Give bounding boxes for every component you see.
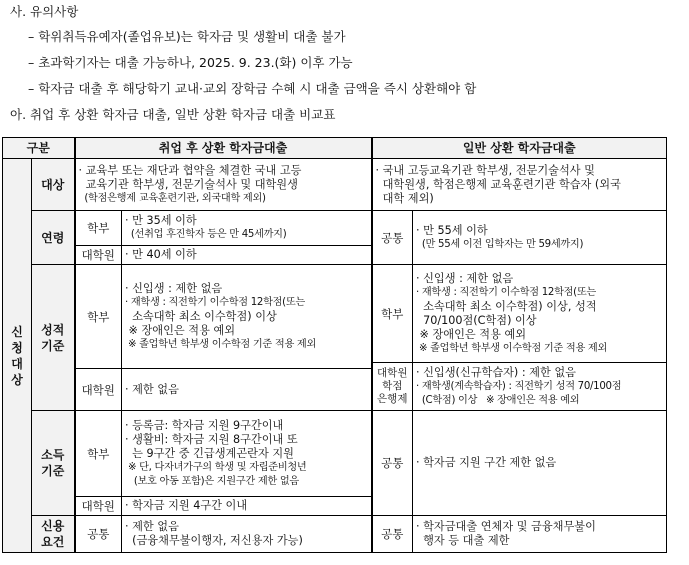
icl-age-ug-label: 학부	[75, 211, 122, 246]
icl-income-grad: · 학자금 지원 4구간 이내	[122, 497, 372, 516]
comparison-table	[2, 137, 667, 553]
icl-grade-ug: · 신입생 : 제한 없음 · 재학생 : 직전학기 이수학점 12학점(또는 소속대학 최소 이수학점) 이상 ※ 장애인은 적용 예외 ※ 졸업학년 학부생 이수학점 기준 적용 제외	[122, 265, 372, 369]
note-item: – 학자금 대출 후 해당학기 교내·교외 장학금 수혜 시 대출 금액을 즉시 상환해야 함	[28, 81, 477, 96]
general-age-label: 공통	[372, 211, 413, 265]
icl-income-ug-label: 학부	[75, 411, 122, 497]
general-grade-ug: · 신입생 : 제한 없음 · 재학생 : 직전학기 이수학점 12학점(또는 소속대학 최소 이수학점) 이상, 성적 70/100점(C학점) 이상 ※ 장애인은 적용 예외 ※ 졸업학년 학부생 이수학점 기준 적용 제외	[413, 265, 667, 363]
icl-income-grad-label: 대학원	[75, 497, 122, 516]
general-grade-ug-label: 학부	[372, 265, 413, 363]
icl-grade-grad-label: 대학원	[75, 369, 122, 411]
icl-grade-ug-label: 학부	[75, 265, 122, 369]
note-item: – 학위취득유예자(졸업유보)는 학자금 및 생활비 대출 불가	[28, 29, 346, 44]
notes-heading: 사. 유의사항	[10, 4, 79, 19]
general-income: · 학자금 지원 구간 제한 없음	[413, 411, 667, 516]
general-income-label: 공통	[372, 411, 413, 516]
row-label-grade: 성적 기준	[32, 265, 75, 411]
general-grade-grad-label: 대학원 학점 은행제	[372, 363, 413, 411]
row-label-age: 연령	[32, 211, 75, 265]
icl-income-ug: · 등록금: 학자금 지원 9구간이내 · 생활비: 학자금 지원 8구간이내 또 는 9구간 중 긴급생계곤란자 지원 ※ 단, 다자녀가구의 학생 및 자립준비청년 (보호 아동 포함)은 지원구간 제한 없음	[122, 411, 372, 497]
icl-target: · 교육부 또는 재단과 협약을 체결한 국내 고등 교육기관 학부생, 전문기술석사 및 대학원생 (학점은행제 교육훈련기관, 외국대학 제외)	[75, 159, 372, 211]
row-label-credit: 신용 요건	[32, 516, 75, 553]
general-age: · 만 55세 이하 (만 55세 이전 입학자는 만 59세까지)	[413, 211, 667, 265]
header-general: 일반 상환 학자금대출	[372, 138, 667, 159]
row-label-target: 대상	[32, 159, 75, 211]
icl-grade-grad: · 제한 없음	[122, 369, 372, 411]
general-target: · 국내 고등교육기관 학부생, 전문기술석사 및 대학원생, 학점은행제 교육훈련기관 학습자 (외국 대학 제외)	[372, 159, 667, 211]
icl-age-ug: · 만 35세 이하 (선취업 후진학자 등은 만 45세까지)	[122, 211, 372, 246]
general-grade-grad: · 신입생(신규학습자) : 제한 없음 · 재학생(계속학습자) : 직전학기 성적 70/100점 (C학점) 이상 ※ 장애인은 적용 예외	[413, 363, 667, 411]
row-label-income: 소득 기준	[32, 411, 75, 516]
compare-heading: 아. 취업 후 상환 학자금 대출, 일반 상환 학자금 대출 비교표	[10, 107, 336, 122]
icl-credit-label: 공통	[75, 516, 122, 553]
header-icl: 취업 후 상환 학자금대출	[75, 138, 372, 159]
group-label-applicant: 신 청 대 상	[3, 159, 32, 553]
general-credit: · 학자금대출 연체자 및 금융채무불이 행자 등 대출 제한	[413, 516, 667, 553]
note-item: – 초과학기자는 대출 가능하나, 2025. 9. 23.(화) 이후 가능	[28, 55, 353, 70]
icl-age-grad-label: 대학원	[75, 246, 122, 265]
icl-credit: · 제한 없음 (금융채무불이행자, 저신용자 가능)	[122, 516, 372, 553]
general-credit-label: 공통	[372, 516, 413, 553]
icl-age-grad: · 만 40세 이하	[122, 246, 372, 265]
header-division: 구분	[3, 138, 75, 159]
